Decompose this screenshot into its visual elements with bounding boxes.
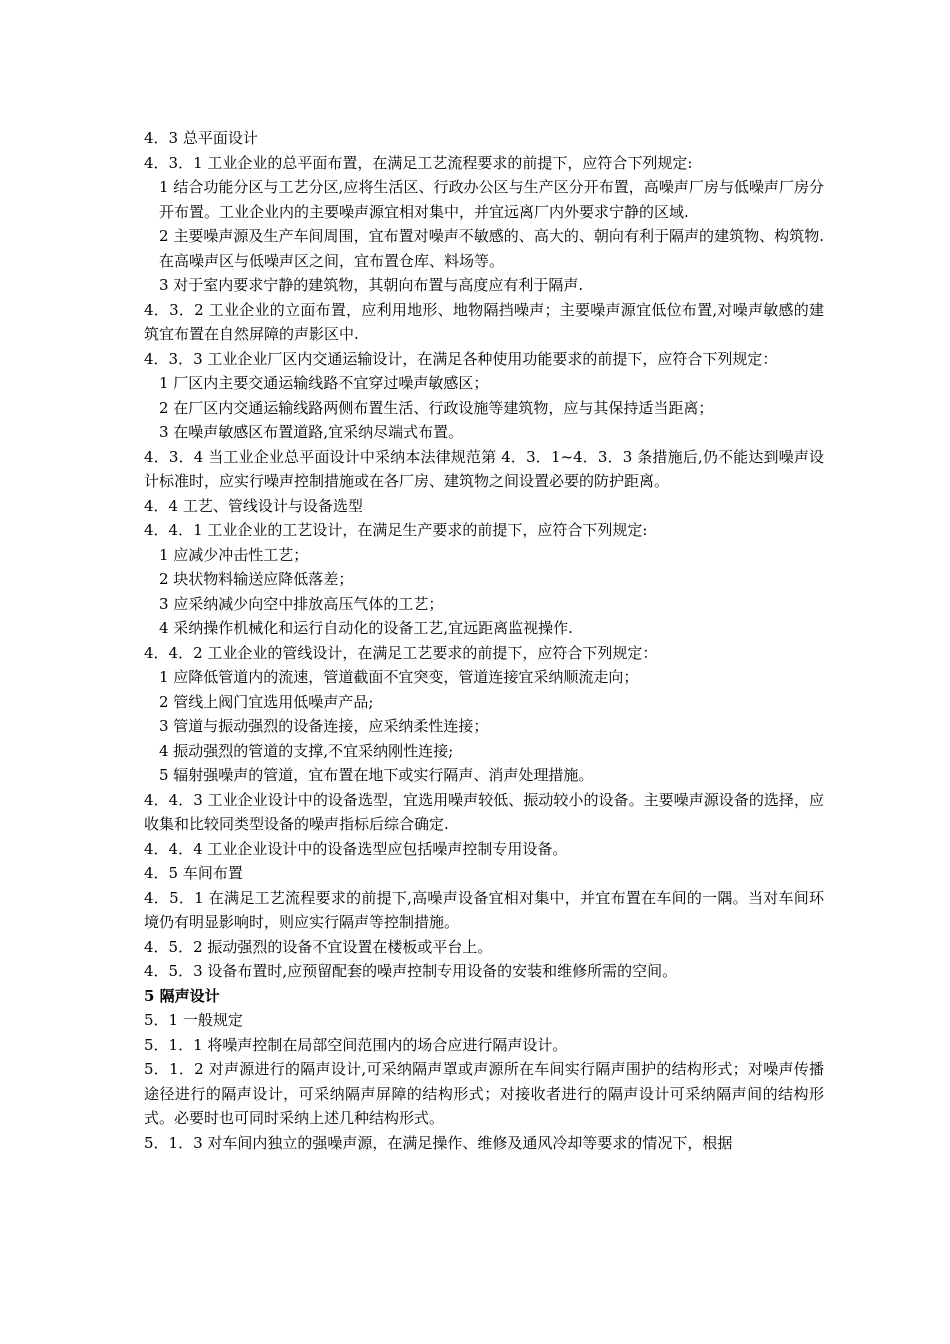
list-item: 3 应采纳减少向空中排放高压气体的工艺； [159,594,444,613]
clause: 4．4．2 工业企业的管线设计，在满足工艺要求的前提下，应符合下列规定： [144,643,658,662]
list-item: 2 管线上阀门宜选用低噪声产品; [159,692,374,711]
clause: 4．3．3 工业企业厂区内交通运输设计，在满足各种使用功能要求的前提下，应符合下列规定： [144,349,778,368]
clause: 4．5．1 在满足工艺流程要求的前提下,高噪声设备宜相对集中，并宜布置在车间的一隅。当对车间环境仍有明显影响时，则应实行隔声等控制措施。 [144,888,824,931]
clause: 4．3．2 工业企业的立面布置，应利用地形、地物隔挡噪声；主要噪声源宜低位布置,对噪声敏感的建筑宜布置在自然屏障的声影区中. [144,300,824,343]
list-item: 4 振动强烈的管道的支撑,不宜采纳刚性连接; [159,741,454,760]
chapter-heading: 5 隔声设计 [144,986,220,1005]
clause: 5．1．2 对声源进行的隔声设计,可采纳隔声罩或声源所在车间实行隔声围护的结构形式；对噪声传播途径进行的隔声设计，可采纳隔声屏障的结构形式；对接收者进行的隔声设计可采纳隔声间的结构形式。必要时也可同时采纳上述几种结构形式。 [144,1060,824,1127]
section-heading: 5．1 一般规定 [144,1011,243,1029]
clause: 4．5．3 设备布置时,应预留配套的噪声控制专用设备的安装和维修所需的空间。 [144,962,678,980]
clause: 5．1．1 将噪声控制在局部空间范围内的场合应进行隔声设计。 [144,1035,568,1054]
document-page [144,126,824,1155]
list-item: 3 在噪声敏感区布置道路,宜采纳尽端式布置。 [159,423,464,441]
section-heading: 4．4 工艺、管线设计与设备选型 [144,496,363,515]
list-item: 5 辐射强噪声的管道，宜布置在地下或实行隔声、消声处理措施。 [159,766,594,784]
list-item: 1 应降低管道内的流速，管道截面不宜突变，管道连接宜采纳顺流走向； [159,668,639,686]
list-item: 4 采纳操作机械化和运行自动化的设备工艺,宜远距离监视操作. [159,619,573,637]
list-item: 2 块状物料输送应降低落差； [159,570,354,588]
clause: 5．1．3 对车间内独立的强噪声源，在满足操作、维修及通风冷却等要求的情况下，根据 [144,1133,733,1152]
section-heading: 4．3 总平面设计 [144,129,258,147]
clause: 4．3．4 当工业企业总平面设计中采纳本法律规范第 4．3．1~4．3．3 条措施后,仍不能达到噪声设计标准时，应实行噪声控制措施或在各厂房、建筑物之间设置必要的防护距离。 [144,447,824,490]
list-item: 3 管道与振动强烈的设备连接，应采纳柔性连接； [159,717,489,735]
clause: 4．3．1 工业企业的总平面布置，在满足工艺流程要求的前提下，应符合下列规定: [144,153,693,172]
list-item: 1 厂区内主要交通运输线路不宜穿过噪声敏感区； [159,374,489,392]
list-item: 2 主要噪声源及生产车间周围，宜布置对噪声不敏感的、高大的、朝向有利于隔声的建筑物、构筑物.在高噪声区与低噪声区之间，宜布置仓库、料场等。 [159,227,824,270]
list-item: 1 应减少冲击性工艺； [159,545,309,564]
list-item: 2 在厂区内交通运输线路两侧布置生活、行政设施等建筑物，应与其保持适当距离； [159,398,714,417]
list-item: 3 对于室内要求宁静的建筑物，其朝向布置与高度应有利于隔声. [159,276,584,294]
clause: 4．5．2 振动强烈的设备不宜设置在楼板或平台上。 [144,937,493,956]
list-item: 1 结合功能分区与工艺分区,应将生活区、行政办公区与生产区分开布置，高噪声厂房与低噪声厂房分开布置。工业企业内的主要噪声源宜相对集中，并宜远离厂内外要求宁静的区域. [159,178,824,221]
clause: 4．4．1 工业企业的工艺设计，在满足生产要求的前提下，应符合下列规定: [144,521,648,539]
clause: 4．4．4 工业企业设计中的设备选型应包括噪声控制专用设备。 [144,839,568,858]
clause: 4．4．3 工业企业设计中的设备选型，宜选用噪声较低、振动较小的设备。主要噪声源设备的选择，应收集和比较同类型设备的噪声指标后综合确定. [144,790,824,833]
section-heading: 4．5 车间布置 [144,864,243,882]
